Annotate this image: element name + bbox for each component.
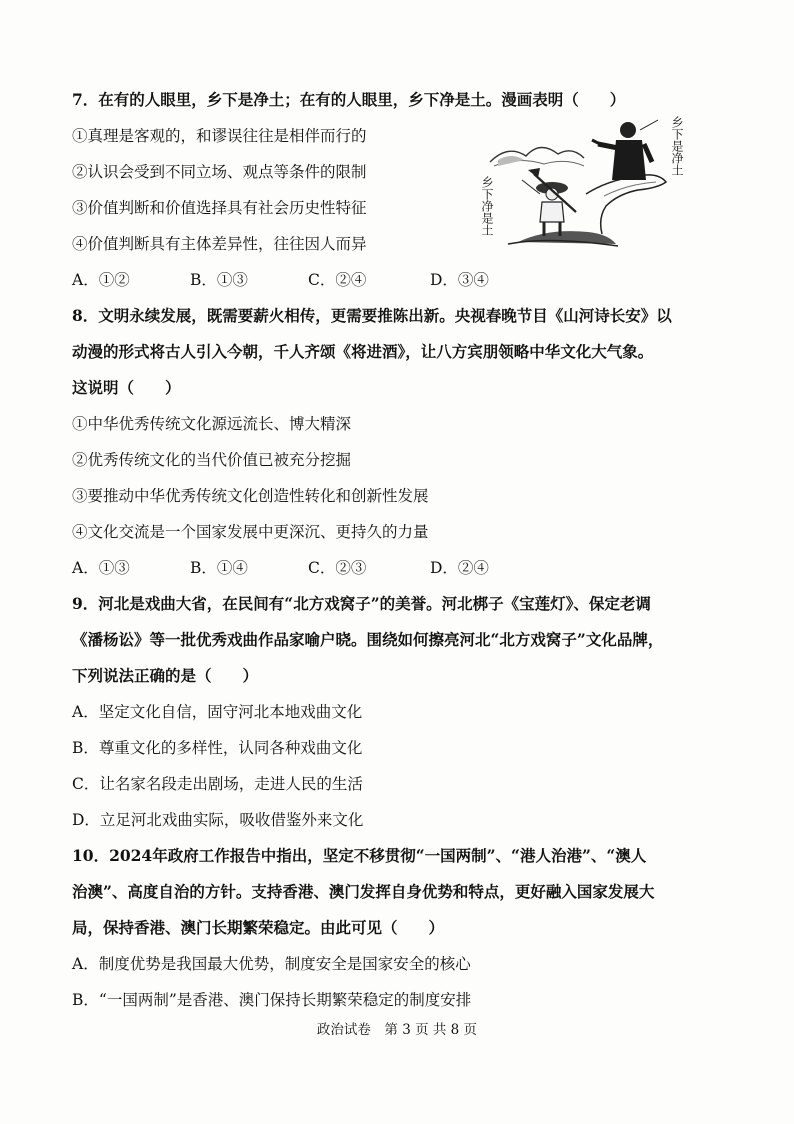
page-footer: 政治试卷 第 3 页 共 8 页: [316, 1022, 478, 1038]
q9-option-b: B．尊重文化的多样性，认同各种戏曲文化: [72, 739, 363, 757]
q8-option-a: A．①③: [72, 559, 130, 577]
q8-option-c: C．②③: [308, 559, 367, 577]
q8-statement-3: ③要推动中华优秀传统文化创造性转化和创新性发展: [72, 487, 429, 505]
q7-option-d: D．③④: [430, 271, 489, 289]
q9-stem-line-2: 《潘杨讼》等一批优秀戏曲作品家喻户晓。围绕如何擦亮河北“北方戏窝子”文化品牌，: [72, 630, 664, 649]
cartoon-label-left: 乡下净是土: [480, 176, 494, 236]
q10-option-b: B．“一国两制”是香港、澳门保持长期繁荣稳定的制度安排: [72, 991, 472, 1009]
q8-options: [72, 558, 489, 578]
q8-option-b: B．①④: [190, 559, 248, 577]
q7-statement-3: ③价值判断和价值选择具有社会历史性特征: [72, 199, 367, 217]
q8-stem-line-2: 动漫的形式将古人引入今朝，千人齐颂《将进酒》，让八方宾朋领略中华文化大气象。: [72, 342, 654, 361]
q7-statement-1: ①真理是客观的，和谬误往往是相伴而行的: [72, 127, 367, 145]
q8-statement-1: ①中华优秀传统文化源远流长、博大精深: [72, 415, 352, 433]
q7-options: [72, 270, 489, 290]
q9-option-a: A．坚定文化自信，固守河北本地戏曲文化: [72, 703, 363, 721]
q7-statement-2: ②认识会受到不同立场、观点等条件的限制: [72, 163, 367, 181]
q7-statement-4: ④价值判断具有主体差异性，往往因人而异: [72, 235, 367, 253]
q10-option-a: A．制度优势是我国最大优势，制度安全是国家安全的核心: [72, 955, 471, 973]
q7-cartoon: [480, 110, 698, 248]
q10-stem-line-3: 局，保持香港、澳门长期繁荣稳定。由此可见（ ）: [72, 918, 445, 937]
q7-stem: 7．在有的人眼里，乡下是净土；在有的人眼里，乡下净是土。漫画表明（ ）: [72, 90, 626, 109]
q10-stem-line-1: 10．2024年政府工作报告中指出，坚定不移贯彻“一国两制”、“港人治港”、“澳人: [72, 846, 647, 865]
q8-option-d: D．②④: [430, 559, 489, 577]
q9-option-d: D．立足河北戏曲实际，吸收借鉴外来文化: [72, 811, 364, 829]
q9-stem-line-1: 9．河北是戏曲大省，在民间有“北方戏窝子”的美誉。河北梆子《宝莲灯》、保定老调: [72, 594, 651, 613]
q9-option-c: C．让名家名段走出剧场，走进人民的生活: [72, 775, 363, 793]
q8-stem-line-3: 这说明（ ）: [72, 378, 181, 397]
q10-stem-line-2: 治澳”、高度自治的方针。支持香港、澳门发挥自身优势和特点，更好融入国家发展大: [72, 882, 655, 901]
q9-stem-line-3: 下列说法正确的是（ ）: [72, 666, 259, 685]
q7-option-a: A．①②: [72, 271, 130, 289]
q7-option-c: C．②④: [308, 271, 367, 289]
q8-stem-line-1: 8．文明永续发展，既需要薪火相传，更需要推陈出新。央视春晚节目《山河诗长安》以: [72, 306, 672, 325]
q7-option-b: B．①③: [190, 271, 248, 289]
q8-statement-4: ④文化交流是一个国家发展中更深沉、更持久的力量: [72, 523, 429, 541]
cartoon-drawing: [488, 110, 698, 248]
q8-statement-2: ②优秀传统文化的当代价值已被充分挖掘: [72, 451, 352, 469]
cartoon-label-right: 乡下是净土: [670, 116, 684, 176]
